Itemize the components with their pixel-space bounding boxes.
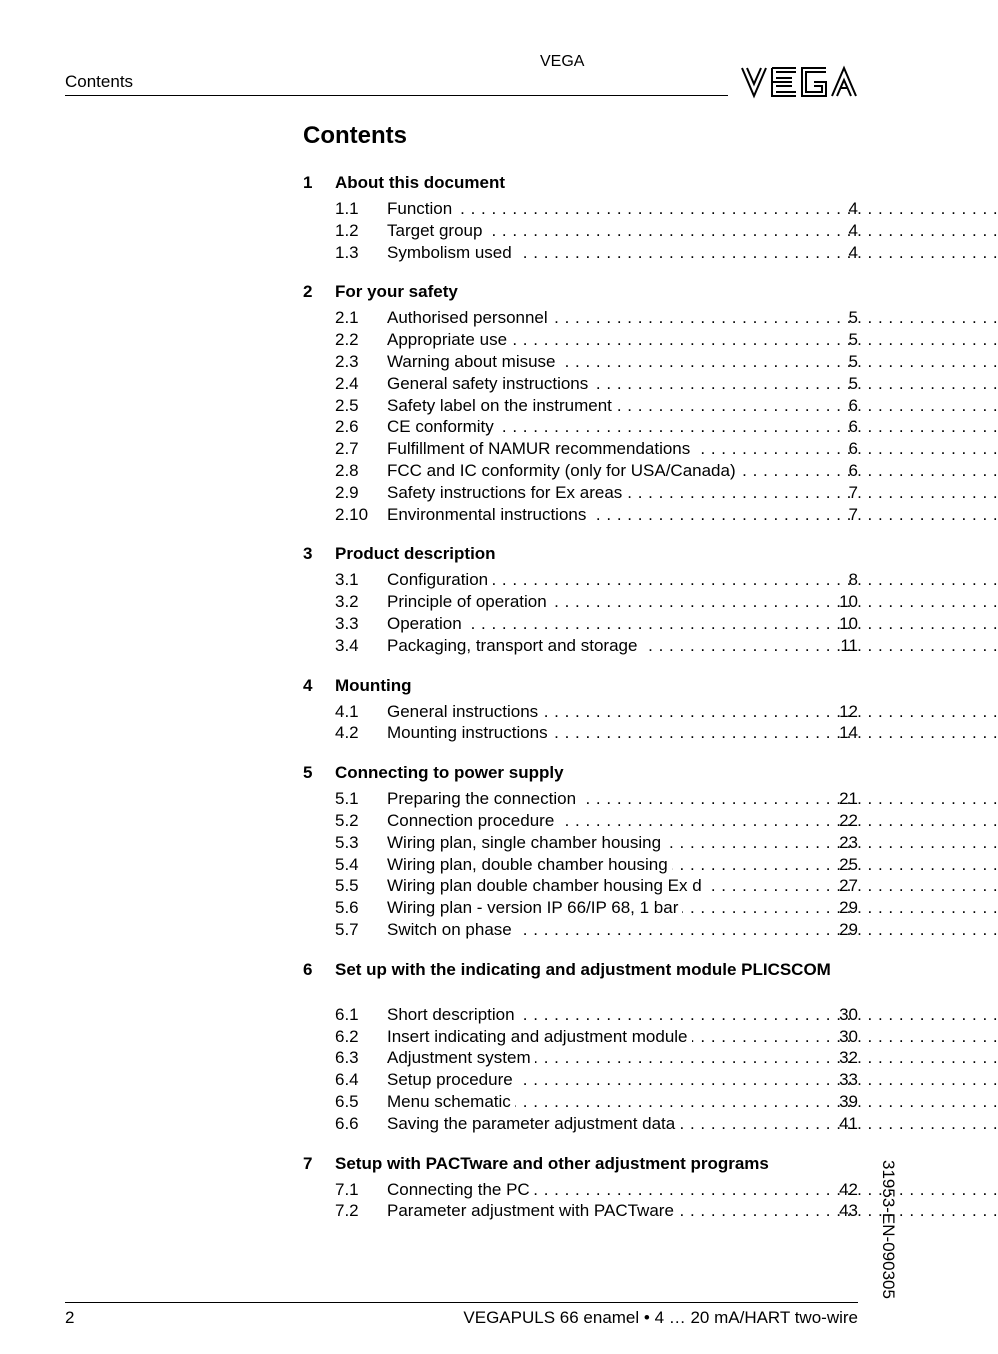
entry-title-with-leader [387, 1200, 820, 1222]
entry-title-with-leader [387, 613, 820, 635]
toc-entry[interactable] [303, 395, 858, 417]
entry-title-with-leader [387, 1179, 820, 1201]
entry-number: 2.5 [335, 395, 359, 415]
entry-title-with-leader [387, 1113, 820, 1135]
entry-page-number: 6 [848, 417, 858, 437]
entry-title-with-leader [387, 1026, 820, 1048]
entry-title: Operation [387, 614, 466, 633]
toc-entry[interactable] [303, 875, 858, 897]
toc-entry[interactable] [303, 460, 858, 482]
entry-page-number: 29 [839, 919, 858, 939]
section-title: Mounting [335, 675, 412, 695]
entry-number: 5.5 [335, 876, 359, 896]
toc-entry[interactable] [303, 832, 858, 854]
entry-title: General instructions [387, 702, 542, 721]
running-header-title: Contents [65, 72, 134, 91]
entry-number: 2.4 [335, 373, 359, 393]
toc-entry[interactable] [303, 788, 858, 810]
toc-entry[interactable] [303, 919, 858, 941]
entry-title: Wiring plan, single chamber housing [387, 833, 665, 852]
toc-section-heading[interactable] [303, 957, 858, 982]
entry-title: Fulfillment of NAMUR recommendations [387, 439, 694, 458]
toc-section-heading[interactable] [303, 279, 858, 304]
section-number: 6 [303, 959, 313, 979]
entry-title: Wiring plan, double chamber housing [387, 855, 672, 874]
entry-title: Parameter adjustment with PACTware [387, 1201, 678, 1220]
entry-title: Safety instructions for Ex areas [387, 483, 626, 502]
toc-entry[interactable] [303, 329, 858, 351]
entry-title-with-leader [387, 701, 820, 723]
entry-number: 2.1 [335, 308, 359, 328]
entry-number: 2.2 [335, 330, 359, 350]
entry-title-with-leader [387, 329, 820, 351]
entry-title-with-leader [387, 1069, 820, 1091]
entry-page-number: 29 [839, 898, 858, 918]
entry-number: 7.1 [335, 1179, 359, 1199]
section-title: Set up with the indicating and adjustment module PLICSCOM [335, 959, 831, 979]
toc-entry[interactable] [303, 1091, 858, 1113]
toc-entry[interactable] [303, 701, 858, 723]
entry-number: 5.7 [335, 919, 359, 939]
toc-entry[interactable] [303, 810, 858, 832]
entry-title-with-leader [387, 460, 820, 482]
toc-entry[interactable] [303, 1026, 858, 1048]
entry-title-with-leader [387, 504, 820, 526]
entry-page-number: 21 [839, 789, 858, 809]
entry-title: Short description [387, 1005, 519, 1024]
toc-entry[interactable] [303, 307, 858, 329]
table-of-contents [303, 170, 858, 1238]
entry-number: 1.2 [335, 220, 359, 240]
entry-title: Safety label on the instrument [387, 396, 616, 415]
entry-page-number: 14 [839, 723, 858, 743]
entry-page-number: 10 [839, 592, 858, 612]
entry-title-with-leader [387, 832, 820, 854]
entry-number: 5.2 [335, 810, 359, 830]
entry-page-number: 25 [839, 854, 858, 874]
entry-page-number: 5 [848, 330, 858, 350]
entry-title-with-leader [387, 1047, 820, 1069]
toc-section-heading[interactable] [303, 1151, 858, 1176]
entry-number: 3.1 [335, 570, 359, 590]
entry-title-with-leader [387, 438, 820, 460]
entry-title: Wiring plan - version IP 66/IP 68, 1 bar [387, 898, 682, 917]
entry-page-number: 4 [848, 242, 858, 262]
entry-page-number: 5 [848, 373, 858, 393]
entry-title-with-leader [387, 373, 820, 395]
toc-entry[interactable] [303, 242, 858, 264]
entry-page-number: 11 [840, 635, 858, 655]
entry-title-with-leader [387, 220, 820, 242]
entry-page-number: 7 [848, 504, 858, 524]
toc-entry[interactable] [303, 722, 858, 744]
entry-page-number: 12 [839, 701, 858, 721]
entry-title: Principle of operation [387, 592, 551, 611]
entry-number: 4.2 [335, 723, 359, 743]
toc-entry[interactable] [303, 635, 858, 657]
entry-number: 7.2 [335, 1201, 359, 1221]
entry-title-with-leader [387, 897, 820, 919]
entry-title: Function [387, 199, 456, 218]
entry-page-number: 5 [848, 308, 858, 328]
entry-title: CE conformity [387, 417, 498, 436]
toc-entry[interactable] [303, 198, 858, 220]
entry-title: Connecting the PC [387, 1180, 534, 1199]
entry-number: 2.8 [335, 460, 359, 480]
entry-number: 3.2 [335, 592, 359, 612]
toc-section-heading[interactable] [303, 760, 858, 785]
entry-number: 5.6 [335, 898, 359, 918]
entry-number: 5.3 [335, 832, 359, 852]
entry-page-number: 6 [848, 395, 858, 415]
entry-title-with-leader [387, 416, 820, 438]
entry-page-number: 32 [839, 1048, 858, 1068]
entry-title: Connection procedure [387, 811, 558, 830]
toc-entry[interactable] [303, 897, 858, 919]
entry-title: Switch on phase [387, 920, 516, 939]
entry-number: 6.4 [335, 1070, 359, 1090]
section-number: 2 [303, 282, 313, 302]
section-title: Product description [335, 544, 496, 564]
entry-number: 6.5 [335, 1091, 359, 1111]
section-number: 3 [303, 544, 313, 564]
entry-title-with-leader [387, 242, 820, 264]
entry-title-with-leader [387, 198, 820, 220]
entry-page-number: 7 [848, 482, 858, 502]
toc-entry[interactable] [303, 220, 858, 242]
toc-section [303, 541, 858, 656]
entry-number: 6.3 [335, 1048, 359, 1068]
entry-title-with-leader [387, 482, 820, 504]
toc-section [303, 760, 858, 941]
toc-entry[interactable] [303, 1004, 858, 1026]
toc-entry[interactable] [303, 1200, 858, 1222]
entry-title-with-leader [387, 1004, 820, 1026]
entry-title: Preparing the connection [387, 789, 580, 808]
entry-title: General safety instructions [387, 374, 592, 393]
toc-entry[interactable] [303, 438, 858, 460]
entry-number: 1.3 [335, 242, 359, 262]
entry-title: Packaging, transport and storage [387, 636, 641, 655]
entry-number: 2.7 [335, 439, 359, 459]
entry-title: Wiring plan double chamber housing Ex d [387, 876, 706, 895]
entry-page-number: 22 [839, 810, 858, 830]
entry-page-number: 4 [848, 199, 858, 218]
toc-entry[interactable] [303, 482, 858, 504]
entry-number: 3.3 [335, 613, 359, 633]
entry-title-with-leader [387, 919, 820, 941]
entry-title-with-leader [387, 788, 820, 810]
toc-section [303, 279, 858, 525]
entry-title: Insert indicating and adjustment module [387, 1027, 692, 1046]
entry-number: 5.1 [335, 789, 359, 809]
entry-page-number: 8 [848, 570, 858, 590]
entry-page-number: 4 [848, 220, 858, 240]
entry-title: Environmental instructions [387, 505, 590, 524]
entry-number: 2.6 [335, 417, 359, 437]
entry-page-number: 6 [848, 460, 858, 480]
entry-title: Configuration [387, 570, 492, 589]
entry-title: Saving the parameter adjustment data [387, 1114, 679, 1133]
toc-entry[interactable] [303, 416, 858, 438]
toc-entry[interactable] [303, 613, 858, 635]
toc-entry[interactable] [303, 591, 858, 613]
page-title: Contents [303, 122, 407, 149]
entry-title-with-leader [387, 635, 820, 657]
entry-title-with-leader [387, 810, 820, 832]
entry-title-with-leader [387, 722, 820, 744]
document-code: 31953-EN-090305 [879, 1160, 898, 1299]
section-number: 7 [303, 1153, 313, 1173]
section-title: Connecting to power supply [335, 763, 564, 783]
entry-number: 6.1 [335, 1004, 359, 1024]
entry-page-number: 6 [848, 439, 858, 459]
entry-title: Adjustment system [387, 1048, 535, 1067]
entry-title-with-leader [387, 591, 820, 613]
toc-section-heading[interactable] [303, 170, 858, 195]
section-number: 1 [303, 173, 313, 192]
entry-page-number: 23 [839, 832, 858, 852]
toc-entry[interactable] [303, 1047, 858, 1069]
entry-number: 6.6 [335, 1113, 359, 1133]
entry-page-number: 42 [839, 1179, 858, 1199]
section-number: 4 [303, 675, 313, 695]
entry-number: 4.1 [335, 701, 359, 721]
toc-entry[interactable] [303, 1069, 858, 1091]
entry-number: 5.4 [335, 854, 359, 874]
entry-title-with-leader [387, 1091, 820, 1113]
footer-page-number: 2 [65, 1308, 75, 1327]
entry-page-number: 41 [839, 1113, 858, 1133]
toc-section [303, 170, 858, 263]
section-title: About this document [335, 173, 505, 192]
entry-title-with-leader [387, 395, 820, 417]
toc-entry[interactable] [303, 569, 858, 591]
entry-number: 2.9 [335, 482, 359, 502]
entry-page-number: 30 [839, 1004, 858, 1024]
entry-title: Warning about misuse [387, 352, 560, 371]
toc-section-heading[interactable] [303, 541, 858, 566]
footer-product-name: VEGAPULS 66 enamel • 4 … 20 mA/HART two-wire [463, 1308, 858, 1327]
entry-page-number: 39 [839, 1091, 858, 1111]
section-title: For your safety [335, 282, 458, 302]
entry-title: Menu schematic [387, 1092, 515, 1111]
entry-title: Authorised personnel [387, 308, 552, 327]
entry-number: 2.3 [335, 351, 359, 371]
entry-page-number: 43 [839, 1201, 858, 1221]
entry-title: FCC and IC conformity (only for USA/Canada) [387, 461, 740, 480]
toc-section-heading[interactable] [303, 673, 858, 698]
entry-title-with-leader [387, 875, 820, 897]
toc-entry[interactable] [303, 1113, 858, 1135]
toc-section [303, 957, 858, 1135]
entry-page-number: 10 [839, 613, 858, 633]
vega-logo [540, 53, 858, 98]
entry-number: 3.4 [335, 635, 359, 655]
entry-page-number: 30 [839, 1026, 858, 1046]
entry-title: Symbolism used [387, 243, 516, 262]
entry-number: 1.1 [335, 199, 359, 218]
entry-number: 2.10 [335, 504, 369, 524]
toc-entry[interactable] [303, 373, 858, 395]
entry-page-number: 27 [839, 876, 858, 896]
toc-entry[interactable] [303, 504, 858, 526]
entry-title-with-leader [387, 351, 820, 373]
toc-entry[interactable] [303, 351, 858, 373]
toc-section [303, 1151, 858, 1223]
entry-number: 6.2 [335, 1026, 359, 1046]
section-title: Setup with PACTware and other adjustment programs [335, 1153, 769, 1173]
toc-entry[interactable] [303, 854, 858, 876]
footer-rule [65, 1302, 858, 1303]
entry-title-with-leader [387, 307, 820, 329]
header-rule [65, 95, 728, 96]
entry-title: Target group [387, 221, 486, 240]
entry-page-number: 33 [839, 1070, 858, 1090]
entry-title: Setup procedure [387, 1070, 517, 1089]
entry-title: Mounting instructions [387, 723, 552, 742]
entry-title: Appropriate use [387, 330, 511, 349]
svg-text:VEGA: VEGA [540, 53, 585, 70]
entry-page-number: 5 [848, 351, 858, 371]
entry-title-with-leader [387, 569, 820, 591]
section-number: 5 [303, 763, 313, 783]
entry-title-with-leader [387, 854, 820, 876]
toc-section [303, 673, 858, 745]
toc-entry[interactable] [303, 1179, 858, 1201]
